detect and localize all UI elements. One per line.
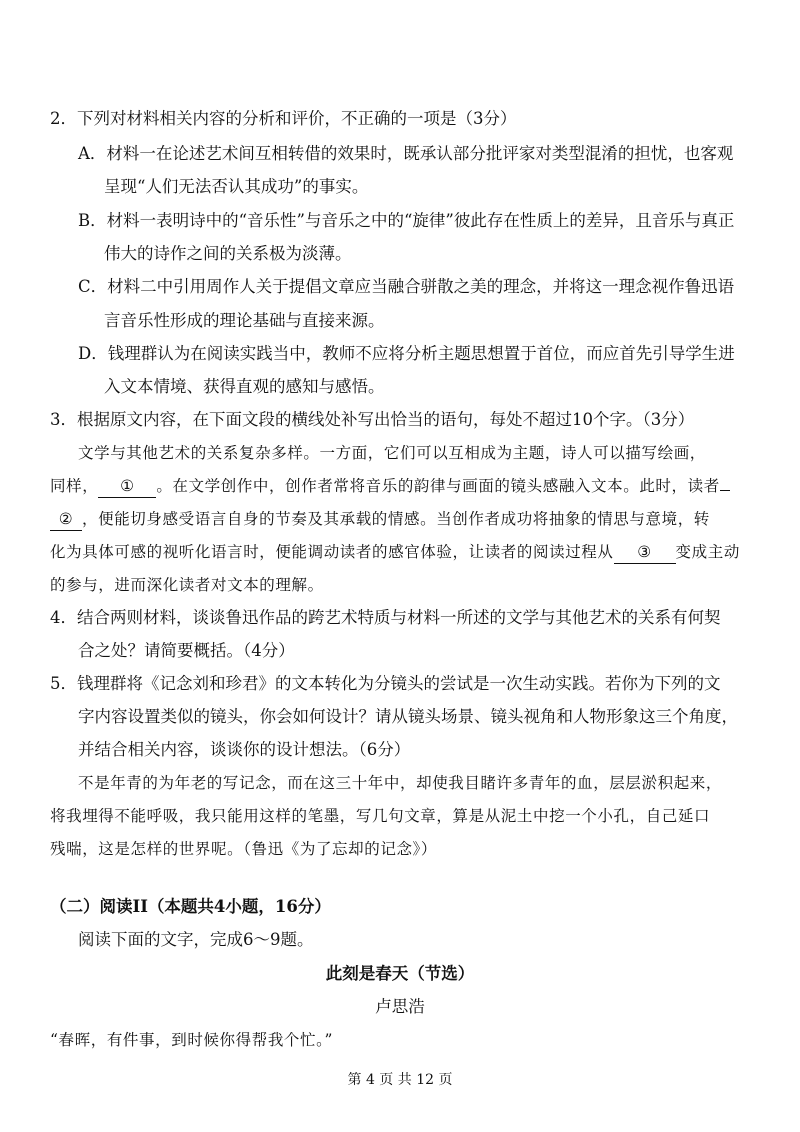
q2-option-c-line2: 言音乐性形成的理论基础与直接来源。 bbox=[104, 311, 385, 330]
q2-option-d-line2: 入文本情境、获得直观的感知与感悟。 bbox=[104, 377, 385, 396]
article-title: 此刻是春天（节选） bbox=[325, 964, 475, 983]
q5-line1: 5．钱理群将《记念刘和珍君》的文本转化为分镜头的尝试是一次生动实践。若你为下列的文 bbox=[50, 674, 721, 693]
q5-quote-line2: 将我埋得不能呼吸，我只能用这样的笔墨，写几句文章，算是从泥土中挖一个小孔，自己延口 bbox=[50, 807, 711, 825]
q3-passage-text: 同样， bbox=[50, 477, 99, 495]
q3-blank-3: ③ bbox=[614, 541, 676, 564]
q3-passage-text: 变成主动 bbox=[675, 543, 740, 561]
q5-line2: 字内容设置类似的镜头，你会如何设计？请从镜头场景、镜头视角和人物形象这三个角度， bbox=[78, 707, 738, 726]
q3-passage-text: 。在文学创作中，创作者常将音乐的韵律与画面的镜头感融入文本。此时，读者 bbox=[156, 477, 720, 495]
q2-stem: 2．下列对材料相关内容的分析和评价，不正确的一项是（3分） bbox=[50, 109, 517, 128]
q3-blank-2: ② bbox=[50, 508, 82, 531]
q3-passage-line5: 的参与，进而深化读者对文本的理解。 bbox=[50, 576, 324, 594]
q2-option-a-line1: A．材料一在论述艺术间互相转借的效果时，既承认部分批评家对类型混淆的担忧，也客观 bbox=[78, 144, 734, 163]
q4-line2: 合之处？请简要概括。（4分） bbox=[78, 641, 295, 660]
q5-quote-line1: 不是年青的为年老的写记念，而在这三十年中，却使我目睹许多青年的血，层层淤积起来， bbox=[78, 774, 723, 792]
q3-passage-line1: 文学与其他艺术的关系复杂多样。一方面，它们可以互相成为主题，诗人可以描写绘画， bbox=[78, 444, 706, 462]
q4-line1: 4．结合两则材料，谈谈鲁迅作品的跨艺术特质与材料一所述的文学与其他艺术的关系有何契 bbox=[50, 608, 721, 627]
q3-passage-line4 bbox=[50, 541, 740, 564]
q2-option-b-line1: B．材料一表明诗中的“音乐性”与音乐之中的“旋律”彼此存在性质上的差异，且音乐与真正 bbox=[78, 211, 735, 230]
article-first-line: “春晖，有件事，到时候你得帮我个忙。” bbox=[50, 1031, 333, 1049]
q3-passage-line3 bbox=[50, 508, 710, 531]
q3-passage-line2 bbox=[50, 475, 730, 498]
section2-heading: （二）阅读II（本题共4小题，16分） bbox=[50, 897, 331, 916]
q3-passage-text: 化为具体可感的视听化语言时，便能调动读者的感官体验，让读者的阅读过程从 bbox=[50, 543, 614, 561]
q5-quote-line3: 残喘，这是怎样的世界呢。（鲁迅《为了忘却的记念》） bbox=[50, 840, 438, 858]
q3-blank-1: ① bbox=[98, 475, 156, 498]
q2-option-b-line2: 伟大的诗作之间的关系极为淡薄。 bbox=[104, 244, 352, 263]
q5-line3: 并结合相关内容，谈谈你的设计想法。（6分） bbox=[78, 740, 411, 759]
q3-passage-text: ，便能切身感受语言自身的节奏及其承载的情感。当创作者成功将抽象的情思与意境，转 bbox=[82, 510, 710, 528]
section2-instruction: 阅读下面的文字，完成6～9题。 bbox=[78, 930, 314, 949]
q3-stem: 3．根据原文内容，在下面文段的横线处补写出恰当的语句，每处不超过10个字。（3分） bbox=[50, 410, 695, 429]
q3-blank-2-start bbox=[720, 490, 730, 491]
article-author: 卢思浩 bbox=[375, 997, 425, 1016]
q2-option-a-line2: 呈现“人们无法否认其成功”的事实。 bbox=[104, 177, 369, 196]
q2-option-c-line1: C．材料二中引用周作人关于提倡文章应当融合骈散之美的理念，并将这一理念视作鲁迅语 bbox=[78, 277, 735, 296]
page-footer: 第 4 页 共 12 页 bbox=[347, 1072, 453, 1088]
q2-option-d-line1: D．钱理群认为在阅读实践当中，教师不应将分析主题思想置于首位，而应首先引导学生进 bbox=[78, 344, 735, 363]
